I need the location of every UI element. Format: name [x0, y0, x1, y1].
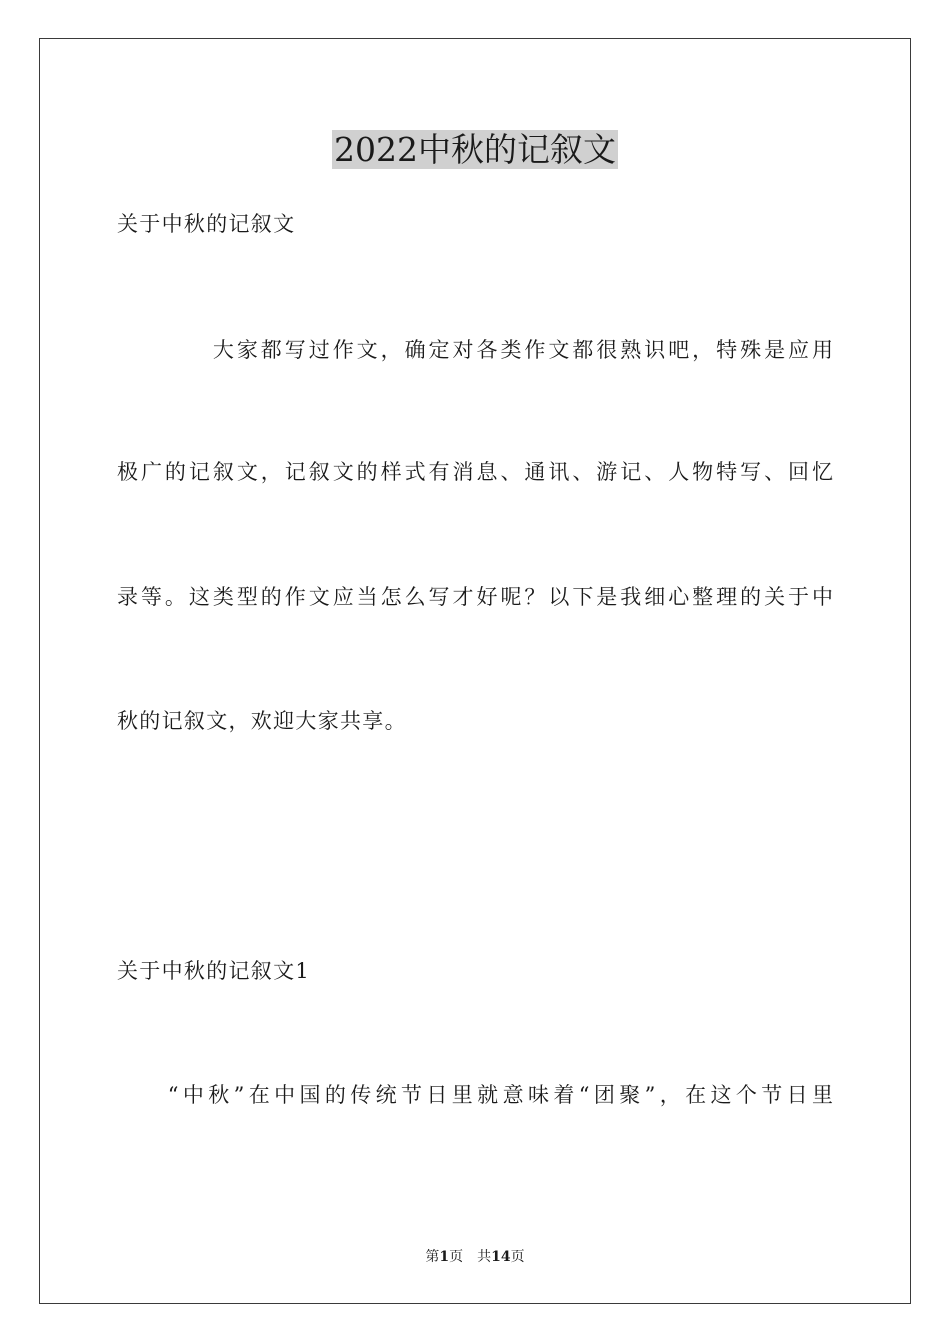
footer-middle: 页 共	[449, 1249, 492, 1265]
page-number-footer	[0, 1247, 950, 1267]
paragraph-line: 秋的记叙文，欢迎大家共享。	[117, 709, 407, 733]
document-title	[0, 128, 950, 172]
document-subtitle: 关于中秋的记叙文	[117, 212, 296, 236]
footer-current-page: 1	[439, 1249, 450, 1265]
footer-prefix: 第	[425, 1249, 440, 1265]
section-heading: 关于中秋的记叙文1	[117, 959, 311, 983]
footer-total-pages: 14	[491, 1249, 511, 1265]
paragraph-line: 大家都写过作文，确定对各类作文都很熟识吧，特殊是应用	[117, 338, 833, 362]
document-title-text: 2022中秋的记叙文	[334, 130, 616, 169]
paragraph-line: 录等。这类型的作文应当怎么写才好呢？以下是我细心整理的关于中	[117, 585, 833, 609]
footer-suffix: 页	[510, 1249, 525, 1265]
paragraph-line: “中秋”在中国的传统节日里就意味着“团聚”，在这个节日里	[117, 1083, 833, 1107]
paragraph-line: 极广的记叙文，记叙文的样式有消息、通讯、游记、人物特写、回忆	[117, 460, 833, 484]
